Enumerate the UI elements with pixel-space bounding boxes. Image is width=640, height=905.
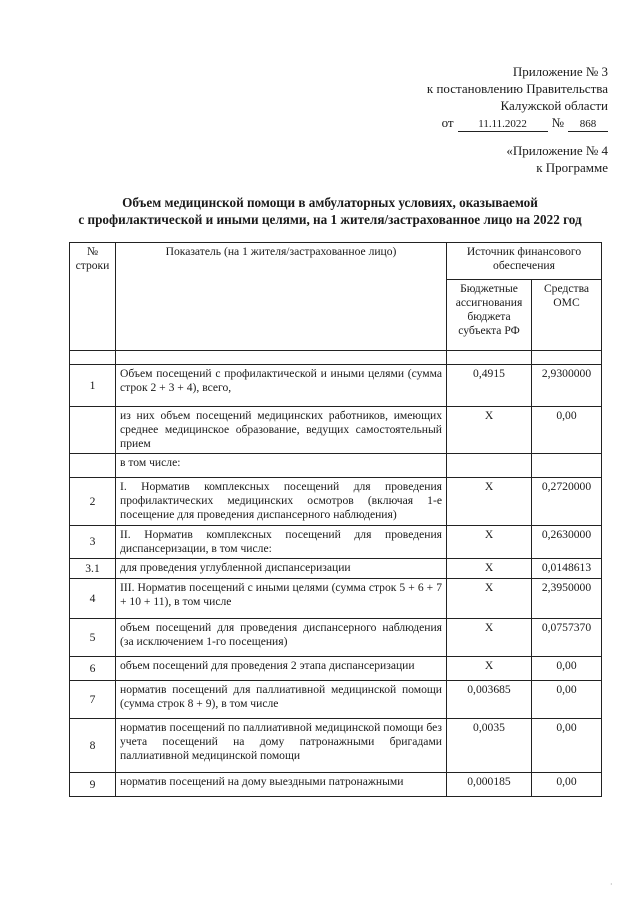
row-indicator: для проведения углубленной диспансеризации bbox=[116, 559, 447, 579]
row-budget-value: 0,000185 bbox=[447, 773, 532, 797]
row-oms-value: 2,3950000 bbox=[532, 579, 602, 619]
row-indicator: в том числе: bbox=[116, 454, 447, 478]
title-line-1: Объем медицинской помощи в амбулаторных условиях, оказываемой bbox=[122, 195, 538, 210]
row-indicator: норматив посещений для паллиативной медицинской помощи (сумма строк 8 + 9), в том числе bbox=[116, 681, 447, 719]
table-row bbox=[70, 773, 602, 797]
row-indicator: III. Норматив посещений с иными целями (сумма строк 5 + 6 + 7 + 10 + 11), в том числе bbox=[116, 579, 447, 619]
row-oms-value: 0,00 bbox=[532, 773, 602, 797]
header-indicator: Показатель (на 1 жителя/застрахованное лицо) bbox=[116, 243, 447, 351]
table-header-row bbox=[70, 243, 602, 280]
table-row bbox=[70, 579, 602, 619]
decree-number: 868 bbox=[568, 118, 608, 132]
program-appendix-header bbox=[506, 142, 608, 176]
row-indicator: норматив посещений по паллиативной медицинской помощи без учета посещений на дому патронажными бригадами паллиативной медицинской помощи bbox=[116, 719, 447, 773]
row-number: 8 bbox=[70, 719, 116, 773]
decree-date: 11.11.2022 bbox=[458, 118, 548, 132]
row-number: 3.1 bbox=[70, 559, 116, 579]
spacer-row bbox=[70, 351, 602, 365]
program-reference: к Программе bbox=[536, 160, 608, 175]
row-number: 1 bbox=[70, 365, 116, 407]
row-indicator: Объем посещений с профилактической и иными целями (сумма строк 2 + 3 + 4), всего, bbox=[116, 365, 447, 407]
title-line-2: с профилактической и иными целями, на 1 жителя/застрахованное лицо на 2022 год bbox=[78, 212, 582, 227]
number-prefix: № bbox=[551, 115, 564, 130]
table-row bbox=[70, 619, 602, 657]
row-budget-value: X bbox=[447, 478, 532, 526]
row-indicator: из них объем посещений медицинских работников, имеющих среднее медицинское образование, ведущих самостоятельный прием bbox=[116, 407, 447, 454]
row-number: 9 bbox=[70, 773, 116, 797]
row-budget-value: X bbox=[447, 526, 532, 559]
table-row bbox=[70, 719, 602, 773]
table-row bbox=[70, 559, 602, 579]
row-oms-value: 0,00 bbox=[532, 407, 602, 454]
date-prefix: от bbox=[441, 115, 454, 130]
row-budget-value: X bbox=[447, 579, 532, 619]
row-budget-value: X bbox=[447, 559, 532, 579]
row-number: 2 bbox=[70, 478, 116, 526]
header-budget: Бюджетные ассигнования бюджета субъекта РФ bbox=[447, 280, 532, 351]
document-title bbox=[60, 194, 600, 228]
date-line bbox=[427, 114, 608, 132]
header-oms: Средства ОМС bbox=[532, 280, 602, 351]
row-budget-value: X bbox=[447, 407, 532, 454]
row-oms-value: 0,0757370 bbox=[532, 619, 602, 657]
row-oms-value: 0,00 bbox=[532, 719, 602, 773]
row-budget-value: X bbox=[447, 619, 532, 657]
table-row bbox=[70, 681, 602, 719]
table-row bbox=[70, 365, 602, 407]
volume-table bbox=[69, 242, 602, 797]
row-indicator: II. Норматив комплексных посещений для проведения диспансеризации, в том числе: bbox=[116, 526, 447, 559]
row-oms-value: 0,00 bbox=[532, 657, 602, 681]
row-number bbox=[70, 454, 116, 478]
row-budget-value: 0,0035 bbox=[447, 719, 532, 773]
row-oms-value: 0,0148613 bbox=[532, 559, 602, 579]
row-budget-value: X bbox=[447, 657, 532, 681]
program-appendix-number: «Приложение № 4 bbox=[506, 143, 608, 158]
decree-reference: к постановлению Правительства bbox=[426, 81, 608, 96]
row-budget-value bbox=[447, 454, 532, 478]
row-indicator: I. Норматив комплексных посещений для проведения профилактических медицинских осмотров (включая 1-е посещение для проведения диспансерного наблюдения) bbox=[116, 478, 447, 526]
table-row bbox=[70, 407, 602, 454]
table-row bbox=[70, 478, 602, 526]
row-oms-value: 0,00 bbox=[532, 681, 602, 719]
row-number: 5 bbox=[70, 619, 116, 657]
appendix-header bbox=[427, 63, 608, 132]
row-oms-value bbox=[532, 454, 602, 478]
row-oms-value: 2,9300000 bbox=[532, 365, 602, 407]
row-indicator: объем посещений для проведения диспансерного наблюдения (за исключением 1-го посещения) bbox=[116, 619, 447, 657]
header-row-number: № строки bbox=[70, 243, 116, 351]
row-budget-value: 0,4915 bbox=[447, 365, 532, 407]
table-row bbox=[70, 526, 602, 559]
table-row bbox=[70, 454, 602, 478]
row-oms-value: 0,2630000 bbox=[532, 526, 602, 559]
row-number: 6 bbox=[70, 657, 116, 681]
row-number: 4 bbox=[70, 579, 116, 619]
row-indicator: объем посещений для проведения 2 этапа диспансеризации bbox=[116, 657, 447, 681]
header-source: Источник финансового обеспечения bbox=[447, 243, 602, 280]
appendix-number: Приложение № 3 bbox=[512, 64, 608, 79]
row-number: 3 bbox=[70, 526, 116, 559]
table-row bbox=[70, 657, 602, 681]
region-name: Калужской области bbox=[500, 98, 608, 113]
row-oms-value: 0,2720000 bbox=[532, 478, 602, 526]
row-budget-value: 0,003685 bbox=[447, 681, 532, 719]
row-number bbox=[70, 407, 116, 454]
page-mark: · bbox=[610, 880, 613, 889]
row-number: 7 bbox=[70, 681, 116, 719]
row-indicator: норматив посещений на дому выездными патронажными bbox=[116, 773, 447, 797]
